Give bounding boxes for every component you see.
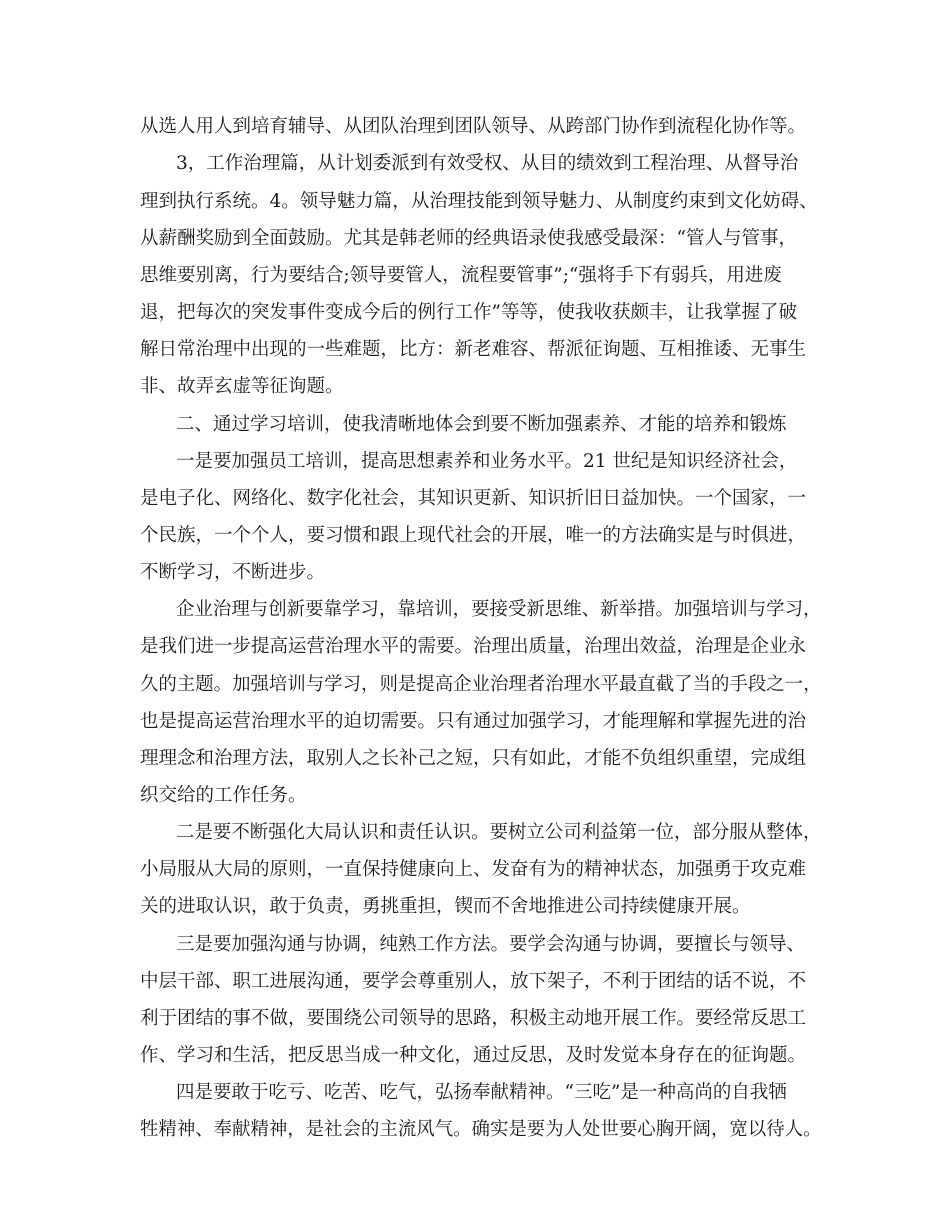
- text-line: 非、故弄玄虚等征询题。: [140, 376, 344, 397]
- text-line: 织交给的工作任务。: [140, 785, 307, 806]
- text-line: 关的进取认识，敢于负责，勇挑重担，锲而不舍地推进公司持续健康开展。: [140, 896, 751, 917]
- text-line: 牲精神、奉献精神，是社会的主流风气。确实是要为人处世要心胸开阔，宽以待人。: [140, 1119, 822, 1140]
- paragraph-first-line: 一是要加强员工培训，提高思想素养和业务水平。21 世纪是知识经济社会，: [176, 451, 798, 472]
- paragraph-first-line: 二是要不断强化大局认识和责任认识。要树立公司利益第一位，部分服从整体，: [176, 822, 822, 843]
- text-line: 也是提高运营治理水平的迫切需要。只有通过加强学习，才能理解和掌握先进的治: [140, 711, 807, 732]
- text-line: 利于团结的事不做，要围绕公司领导的思路，积极主动地开展工作。要经常反思工: [140, 1008, 807, 1029]
- text-line: 久的主题。加强培训与学习，则是提高企业治理者治理水平最直截了当的手段之一，: [140, 674, 822, 695]
- text-line: 个民族，一个个人，要习惯和跟上现代社会的开展，唯一的方法确实是与时俱进，: [140, 525, 807, 546]
- text-line: 解日常治理中出现的一些难题，比方：新老难容、帮派征询题、互相推诿、无事生: [140, 339, 807, 360]
- text-line: 理到执行系统。4。领导魅力篇，从治理技能到领导魅力、从制度约束到文化妨碍、: [140, 191, 818, 212]
- text-line: 从选人用人到培育辅导、从团队治理到团队领导、从跨部门协作到流程化协作等。: [140, 116, 807, 137]
- paragraph-first-line: 企业治理与创新要靠学习，靠培训，要接受新思维、新举措。加强培训与学习，: [176, 599, 822, 620]
- text-line: 作、学习和生活，把反思当成一种文化，通过反思，及时发觉本身存在的征询题。: [140, 1045, 807, 1066]
- text-line: 不断学习，不断进步。: [140, 562, 326, 583]
- text-line: 退，把每次的突发事件变成今后的例行工作”等等，使我收获颇丰，让我掌握了破: [140, 302, 797, 323]
- text-line: 从薪酬奖励到全面鼓励。尤其是韩老师的经典语录使我感受最深：“管人与管事，: [140, 228, 797, 249]
- paragraph-first-line: 三是要加强沟通与协调，纯熟工作方法。要学会沟通与协调，要擅长与领导、: [176, 934, 806, 955]
- text-line: 是电子化、网络化、数字化社会，其知识更新、知识折旧日益加快。一个国家，一: [140, 488, 807, 509]
- text-line: 小局服从大局的原则，一直保持健康向上、发奋有为的精神状态，加强勇于攻克难: [140, 859, 807, 880]
- text-line: 思维要别离，行为要结合;领导要管人，流程要管事”;“强将手下有弱兵，用进废: [140, 265, 782, 286]
- text-line: 中层干部、职工进展沟通，要学会尊重别人，放下架子，不利于团结的话不说，不: [140, 971, 807, 992]
- paragraph-first-line: 四是要敢于吃亏、吃苦、吃气，弘扬奉献精神。“三吃”是一种高尚的自我牺: [176, 1082, 787, 1103]
- text-line: 是我们进一步提高运营治理水平的需要。治理出质量，治理出效益，治理是企业永: [140, 636, 807, 657]
- text-line: 理理念和治理方法，取别人之长补己之短，只有如此，才能不负组织重望，完成组: [140, 748, 807, 769]
- section-heading: 二、通过学习培训，使我清晰地体会到要不断加强素养、才能的培养和锻炼: [176, 414, 787, 435]
- paragraph-first-line: 3，工作治理篇，从计划委派到有效受权、从目的绩效到工程治理、从督导治: [176, 153, 799, 174]
